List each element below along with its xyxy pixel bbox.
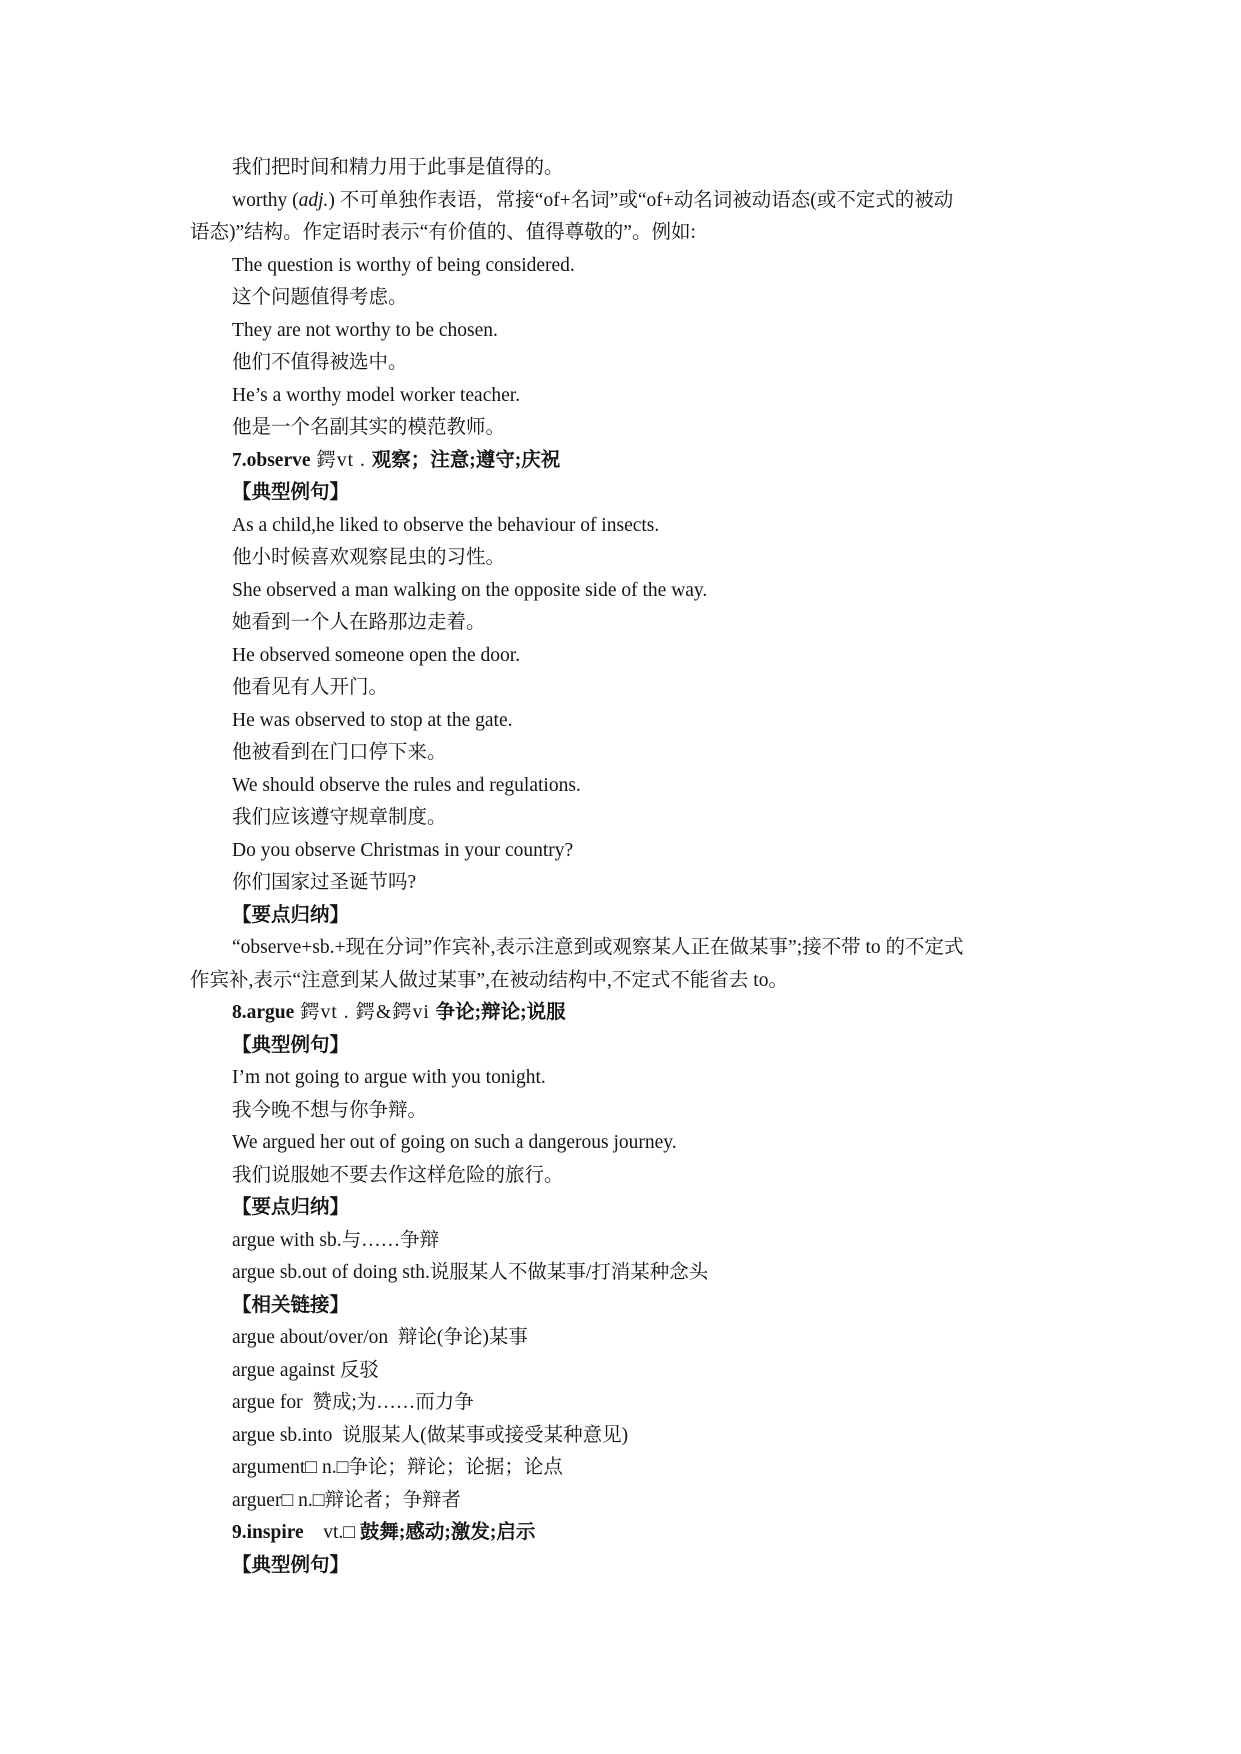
entry-meaning: 鼓舞;感动;激发;启示 xyxy=(359,1522,536,1543)
entry-word: 9.inspire xyxy=(232,1522,304,1543)
example-translation: 他是一个名副其实的模范教师。 xyxy=(232,417,506,438)
example-sentence: The question is worthy of being considered. xyxy=(232,254,575,276)
example-translation: 我今晚不想与你争辩。 xyxy=(232,1099,428,1121)
example-sentence: Do you observe Christmas in your country? xyxy=(232,839,574,861)
usage-note-text: ) 不可单独作表语，常接“of+名词”或“of+动名词被动语态(或不定式的被动 xyxy=(328,189,954,211)
example-translation: 他们不值得被选中。 xyxy=(232,352,408,373)
document-page xyxy=(190,152,1060,1582)
example-sentence: He was observed to stop at the gate. xyxy=(232,709,513,731)
section-heading: 【典型例句】 xyxy=(232,1554,350,1576)
example-sentence: He’s a worthy model worker teacher. xyxy=(232,384,521,406)
example-sentence: As a child,he liked to observe the behaviour of insects. xyxy=(232,514,660,536)
section-heading: 【要点归纳】 xyxy=(232,1197,350,1218)
example-sentence: She observed a man walking on the opposite side of the way. xyxy=(232,579,708,601)
usage-note-word: worthy ( xyxy=(232,189,299,211)
entry-word: 8.argue xyxy=(232,1002,295,1023)
example-sentence: We argued her out of going on such a dangerous journey. xyxy=(232,1132,677,1153)
section-heading: 【典型例句】 xyxy=(232,1034,350,1056)
entry-pos: 鍔vt . 鍔&鍔vi xyxy=(294,1002,436,1023)
section-heading: 【典型例句】 xyxy=(232,482,350,503)
usage-note-continued: 语态)”结构。作定语时表示“有价值的、值得尊敬的”。例如: xyxy=(190,222,696,243)
entry-pos: vt.□ xyxy=(303,1522,360,1543)
phrase-item: argue sb.into 说服某人(做某事或接受某种意见) xyxy=(232,1424,629,1446)
example-translation: 我们应该遵守规章制度。 xyxy=(232,807,447,828)
phrase-item: argue against 反驳 xyxy=(232,1359,379,1381)
phrase-item: argue sb.out of doing sth.说服某人不做某事/打消某种念头 xyxy=(232,1262,709,1283)
usage-note xyxy=(190,185,1060,218)
section-heading: 【相关链接】 xyxy=(232,1294,350,1316)
entry-meaning: 观察；注意;遵守;庆祝 xyxy=(371,449,561,471)
example-sentence: He observed someone open the door. xyxy=(232,644,521,666)
example-translation: 他小时候喜欢观察昆虫的习性。 xyxy=(232,547,506,568)
example-translation: 她看到一个人在路那边走着。 xyxy=(232,612,486,633)
section-heading: 【要点归纳】 xyxy=(232,904,350,926)
example-translation: 这个问题值得考虑。 xyxy=(232,287,408,308)
entry-word: 7.observe xyxy=(232,449,311,471)
phrase-item: argue with sb.与……争辩 xyxy=(232,1229,440,1251)
example-sentence: They are not worthy to be chosen. xyxy=(232,319,498,341)
entry-heading-inspire xyxy=(190,1517,1060,1550)
entry-heading-argue xyxy=(190,997,1060,1030)
usage-note-pos: adj. xyxy=(298,189,329,211)
example-sentence: We should observe the rules and regulations. xyxy=(232,774,581,796)
example-translation: 他被看到在门口停下来。 xyxy=(232,742,447,763)
example-translation: 我们把时间和精力用于此事是值得的。 xyxy=(232,157,564,178)
example-translation: 他看见有人开门。 xyxy=(232,677,389,698)
entry-meaning: 争论;辩论;说服 xyxy=(435,1002,566,1023)
example-translation: 你们国家过圣诞节吗? xyxy=(232,872,417,893)
derived-word: arguer□ n.□辩论者；争辩者 xyxy=(232,1489,462,1511)
example-translation: 我们说服她不要去作这样危险的旅行。 xyxy=(232,1164,564,1186)
entry-heading-observe xyxy=(190,445,1060,478)
example-sentence: I’m not going to argue with you tonight. xyxy=(232,1067,546,1088)
usage-note: “observe+sb.+现在分词”作宾补,表示注意到或观察某人正在做某事”;接不带 to 的不定式 xyxy=(232,937,964,958)
phrase-item: argue for 赞成;为……而力争 xyxy=(232,1392,474,1413)
usage-note-continued: 作宾补,表示“注意到某人做过某事”,在被动结构中,不定式不能省去 to。 xyxy=(190,969,788,991)
phrase-item: argue about/over/on 辩论(争论)某事 xyxy=(232,1327,528,1348)
entry-pos: 鍔vt . xyxy=(310,449,372,471)
derived-word: argument□ n.□争论；辩论；论据；论点 xyxy=(232,1457,563,1478)
